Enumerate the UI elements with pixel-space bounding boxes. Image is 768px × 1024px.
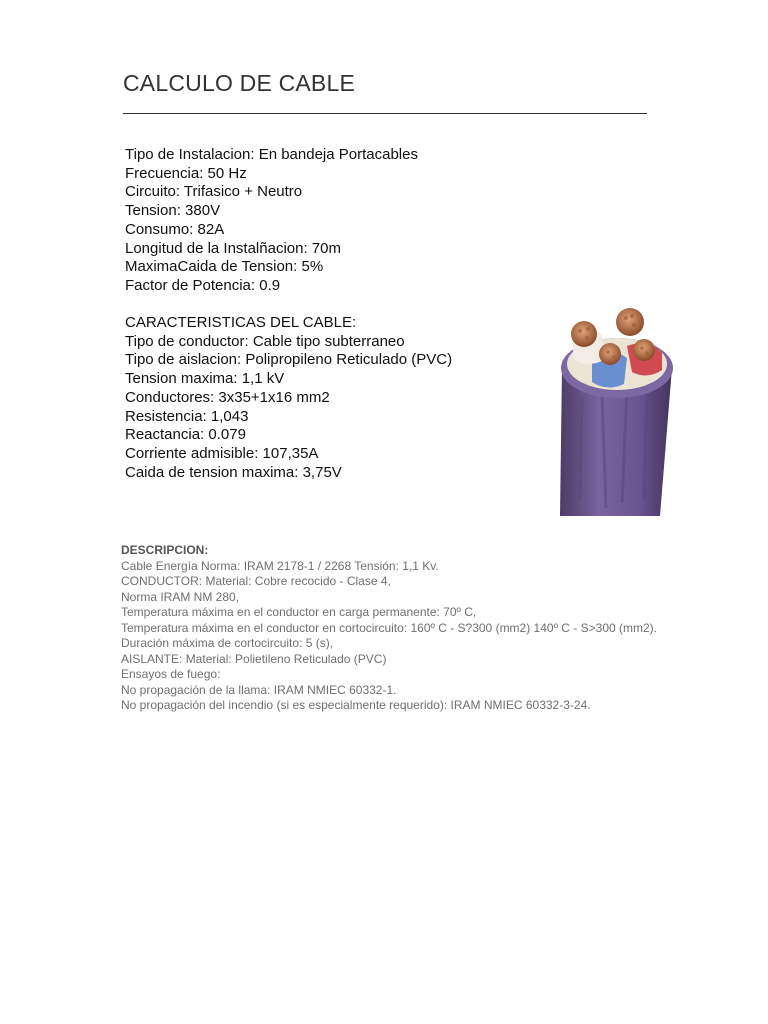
description-line: Ensayos de fuego: [121,667,221,681]
description-line: AISLANTE: Material: Polietileno Reticulado (PVC) [121,651,387,666]
title-divider [123,113,647,114]
description-heading: DESCRIPCION: [121,543,209,557]
spec-line: Tipo de conductor: Cable tipo subterraneo [125,332,405,350]
page-title: CALCULO DE CABLE [123,70,355,96]
cable-characteristics [125,314,452,482]
param-line: MaximaCaida de Tension: 5% [125,258,324,276]
param-line: Longitud de la Instalñacion: 70m [125,239,341,257]
spec-line: Reactancia: 0.079 [125,426,246,444]
param-line: Consumo: 82A [125,220,225,238]
description-line: Temperatura máxima en el conductor en cortocircuito: 160º C - S?300 (mm2) 140º C - S>300 (mm2). [121,620,657,635]
description-line: No propagación de la llama: IRAM NMIEC 60332-1. [121,682,397,697]
description-line: No propagación del incendio (si es especialmente requerido): IRAM NMIEC 60332-3-24. [121,698,591,712]
specs-heading: CARACTERISTICAS DEL CABLE: [125,314,357,331]
param-line: Frecuencia: 50 Hz [125,164,247,182]
description-line: Duración máxima de cortocircuito: 5 (s), [121,636,334,650]
spec-line: Tension maxima: 1,1 kV [125,370,285,388]
param-line: Tension: 380V [125,202,221,220]
description-line: Temperatura máxima en el conductor en carga permanente: 70º C, [121,605,477,619]
spec-line: Corriente admisible: 107,35A [125,444,319,462]
description-line: Cable Energía Norma: IRAM 2178-1 / 2268 Tensión: 1,1 Kv. [121,558,439,573]
description-line: CONDUCTOR: Material: Cobre recocido - Clase 4, [121,574,391,588]
spec-line: Caida de tension maxima: 3,75V [125,463,342,481]
description-line: Norma IRAM NM 280, [121,589,240,604]
installation-parameters [125,146,418,296]
param-line: Factor de Potencia: 0.9 [125,276,281,294]
spec-line: Conductores: 3x35+1x16 mm2 [125,388,330,406]
spec-line: Resistencia: 1,043 [125,407,249,425]
param-line: Tipo de Instalacion: En bandeja Portacables [125,146,418,163]
spec-line: Tipo de aislacion: Polipropileno Reticulado (PVC) [125,351,453,369]
cable-description [121,543,657,714]
param-line: Circuito: Trifasico + Neutro [125,183,303,201]
cable-cross-section-photo [522,298,704,518]
